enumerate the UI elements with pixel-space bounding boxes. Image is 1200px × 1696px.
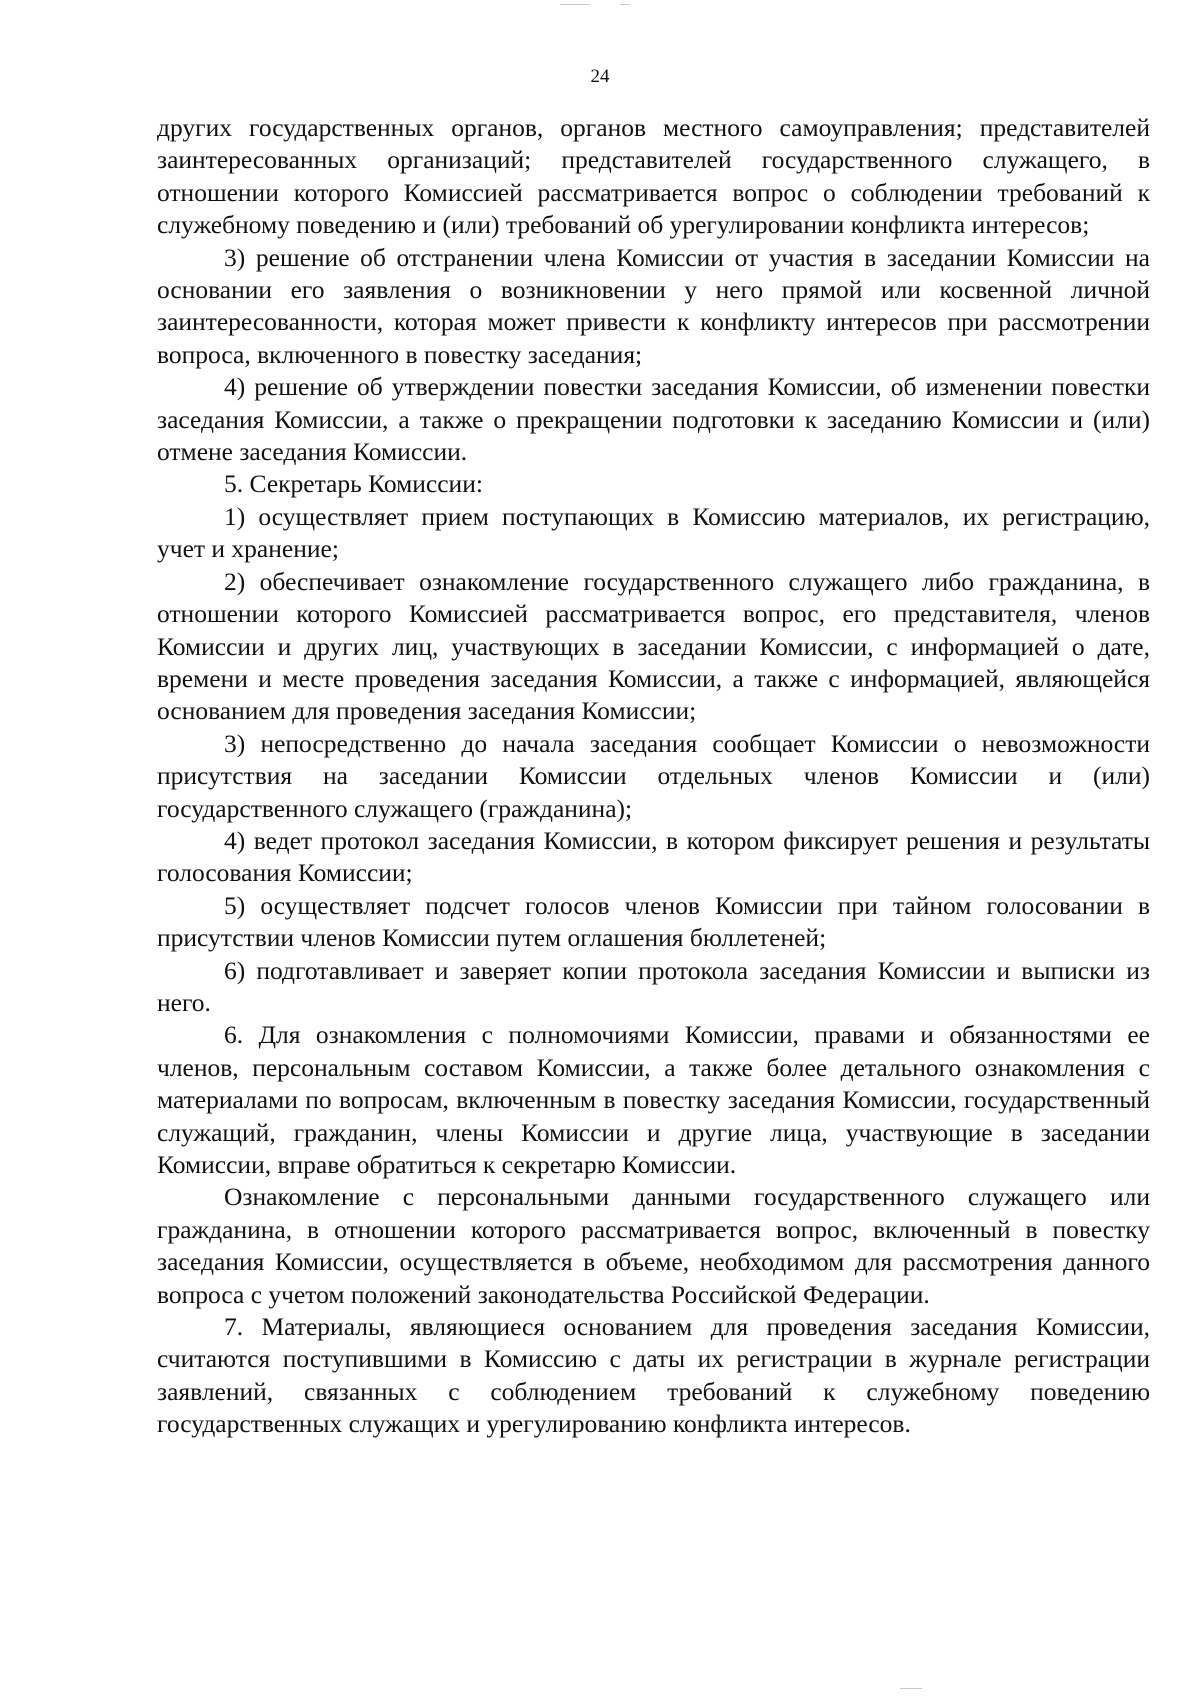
paragraph-8: 5) осуществляет подсчет голосов членов Комиссии при тайном голосовании в присутствии членов Комиссии путем оглашения бюллетеней; xyxy=(157,890,1150,953)
paragraph-0: других государственных органов, органов местного самоуправления; представителей заинтересованных организаций; представителей государственного служащего, в отношении которого Комиссией рассматривается вопрос о соблюдении требований к служебному поведению и (или) требований об урегулировании конфликта интересов; xyxy=(157,113,1150,240)
paragraph-1: 3) решение об отстранении члена Комиссии от участия в заседании Комиссии на основании его заявления о возникновении у него прямой или косвенной личной заинтересованности, которая может привести к конфликту интересов при рассмотрении вопроса, включенного в повестку заседания; xyxy=(157,242,1150,369)
scan-artifact-top-small xyxy=(620,4,630,5)
paragraph-12: 7. Материалы, являющиеся основанием для проведения заседания Комиссии, считаются поступившими в Комиссию с даты их регистрации в журнале регистрации заявлений, связанных с соблюдением требований к служебному поведению государственных служащих и урегулированию конфликта интересов. xyxy=(157,1312,1150,1439)
page-number: 24 xyxy=(590,66,610,87)
paragraph-5: 2) обеспечивает ознакомление государственного служащего либо гражданина, в отношении которого Комиссией рассматривается вопрос, его представителя, членов Комиссии и других лиц, участвующих в заседании Комиссии, с информацией о дате, времени и месте проведения заседания Комиссии, а также с информацией, являющейся основанием для проведения заседания Комиссии; xyxy=(157,566,1150,726)
paragraph-11: Ознакомление с персональными данными государственного служащего или гражданина, в отношении которого рассматривается вопрос, включенный в повестку заседания Комиссии, осуществляется в объеме, необходимом для рассмотрения данного вопроса с учетом положений законодательства Российской Федерации. xyxy=(157,1182,1150,1309)
paragraph-7: 4) ведет протокол заседания Комиссии, в котором фиксирует решения и результаты голосования Комиссии; xyxy=(157,825,1150,888)
scan-artifact-bottom xyxy=(900,1688,922,1689)
paragraph-6: 3) непосредственно до начала заседания сообщает Комиссии о невозможности присутствия на заседании Комиссии отдельных членов Комиссии и (или) государственного служащего (гражданина); xyxy=(157,728,1150,823)
paragraph-10: 6. Для ознакомления с полномочиями Комиссии, правами и обязанностями ее членов, персональным составом Комиссии, а также более детального ознакомления с материалами по вопросам, включенным в повестку заседания Комиссии, государственный служащий, гражданин, члены Комиссии и другие лица, участвующие в заседании Комиссии, вправе обратиться к секретарю Комиссии. xyxy=(157,1020,1150,1179)
document-body xyxy=(157,112,1150,1441)
paragraph-2: 4) решение об утверждении повестки заседания Комиссии, об изменении повестки заседания Комиссии, а также о прекращении подготовки к заседанию Комиссии и (или) отмене заседания Комиссии. xyxy=(157,372,1150,467)
scan-artifact-top xyxy=(560,4,590,5)
paragraph-3: 5. Секретарь Комиссии: xyxy=(224,469,483,499)
paragraph-9: 6) подготавливает и заверяет копии протокола заседания Комиссии и выписки из него. xyxy=(157,955,1150,1017)
paragraph-4: 1) осуществляет прием поступающих в Комиссию материалов, их регистрацию, учет и хранение; xyxy=(157,501,1150,564)
